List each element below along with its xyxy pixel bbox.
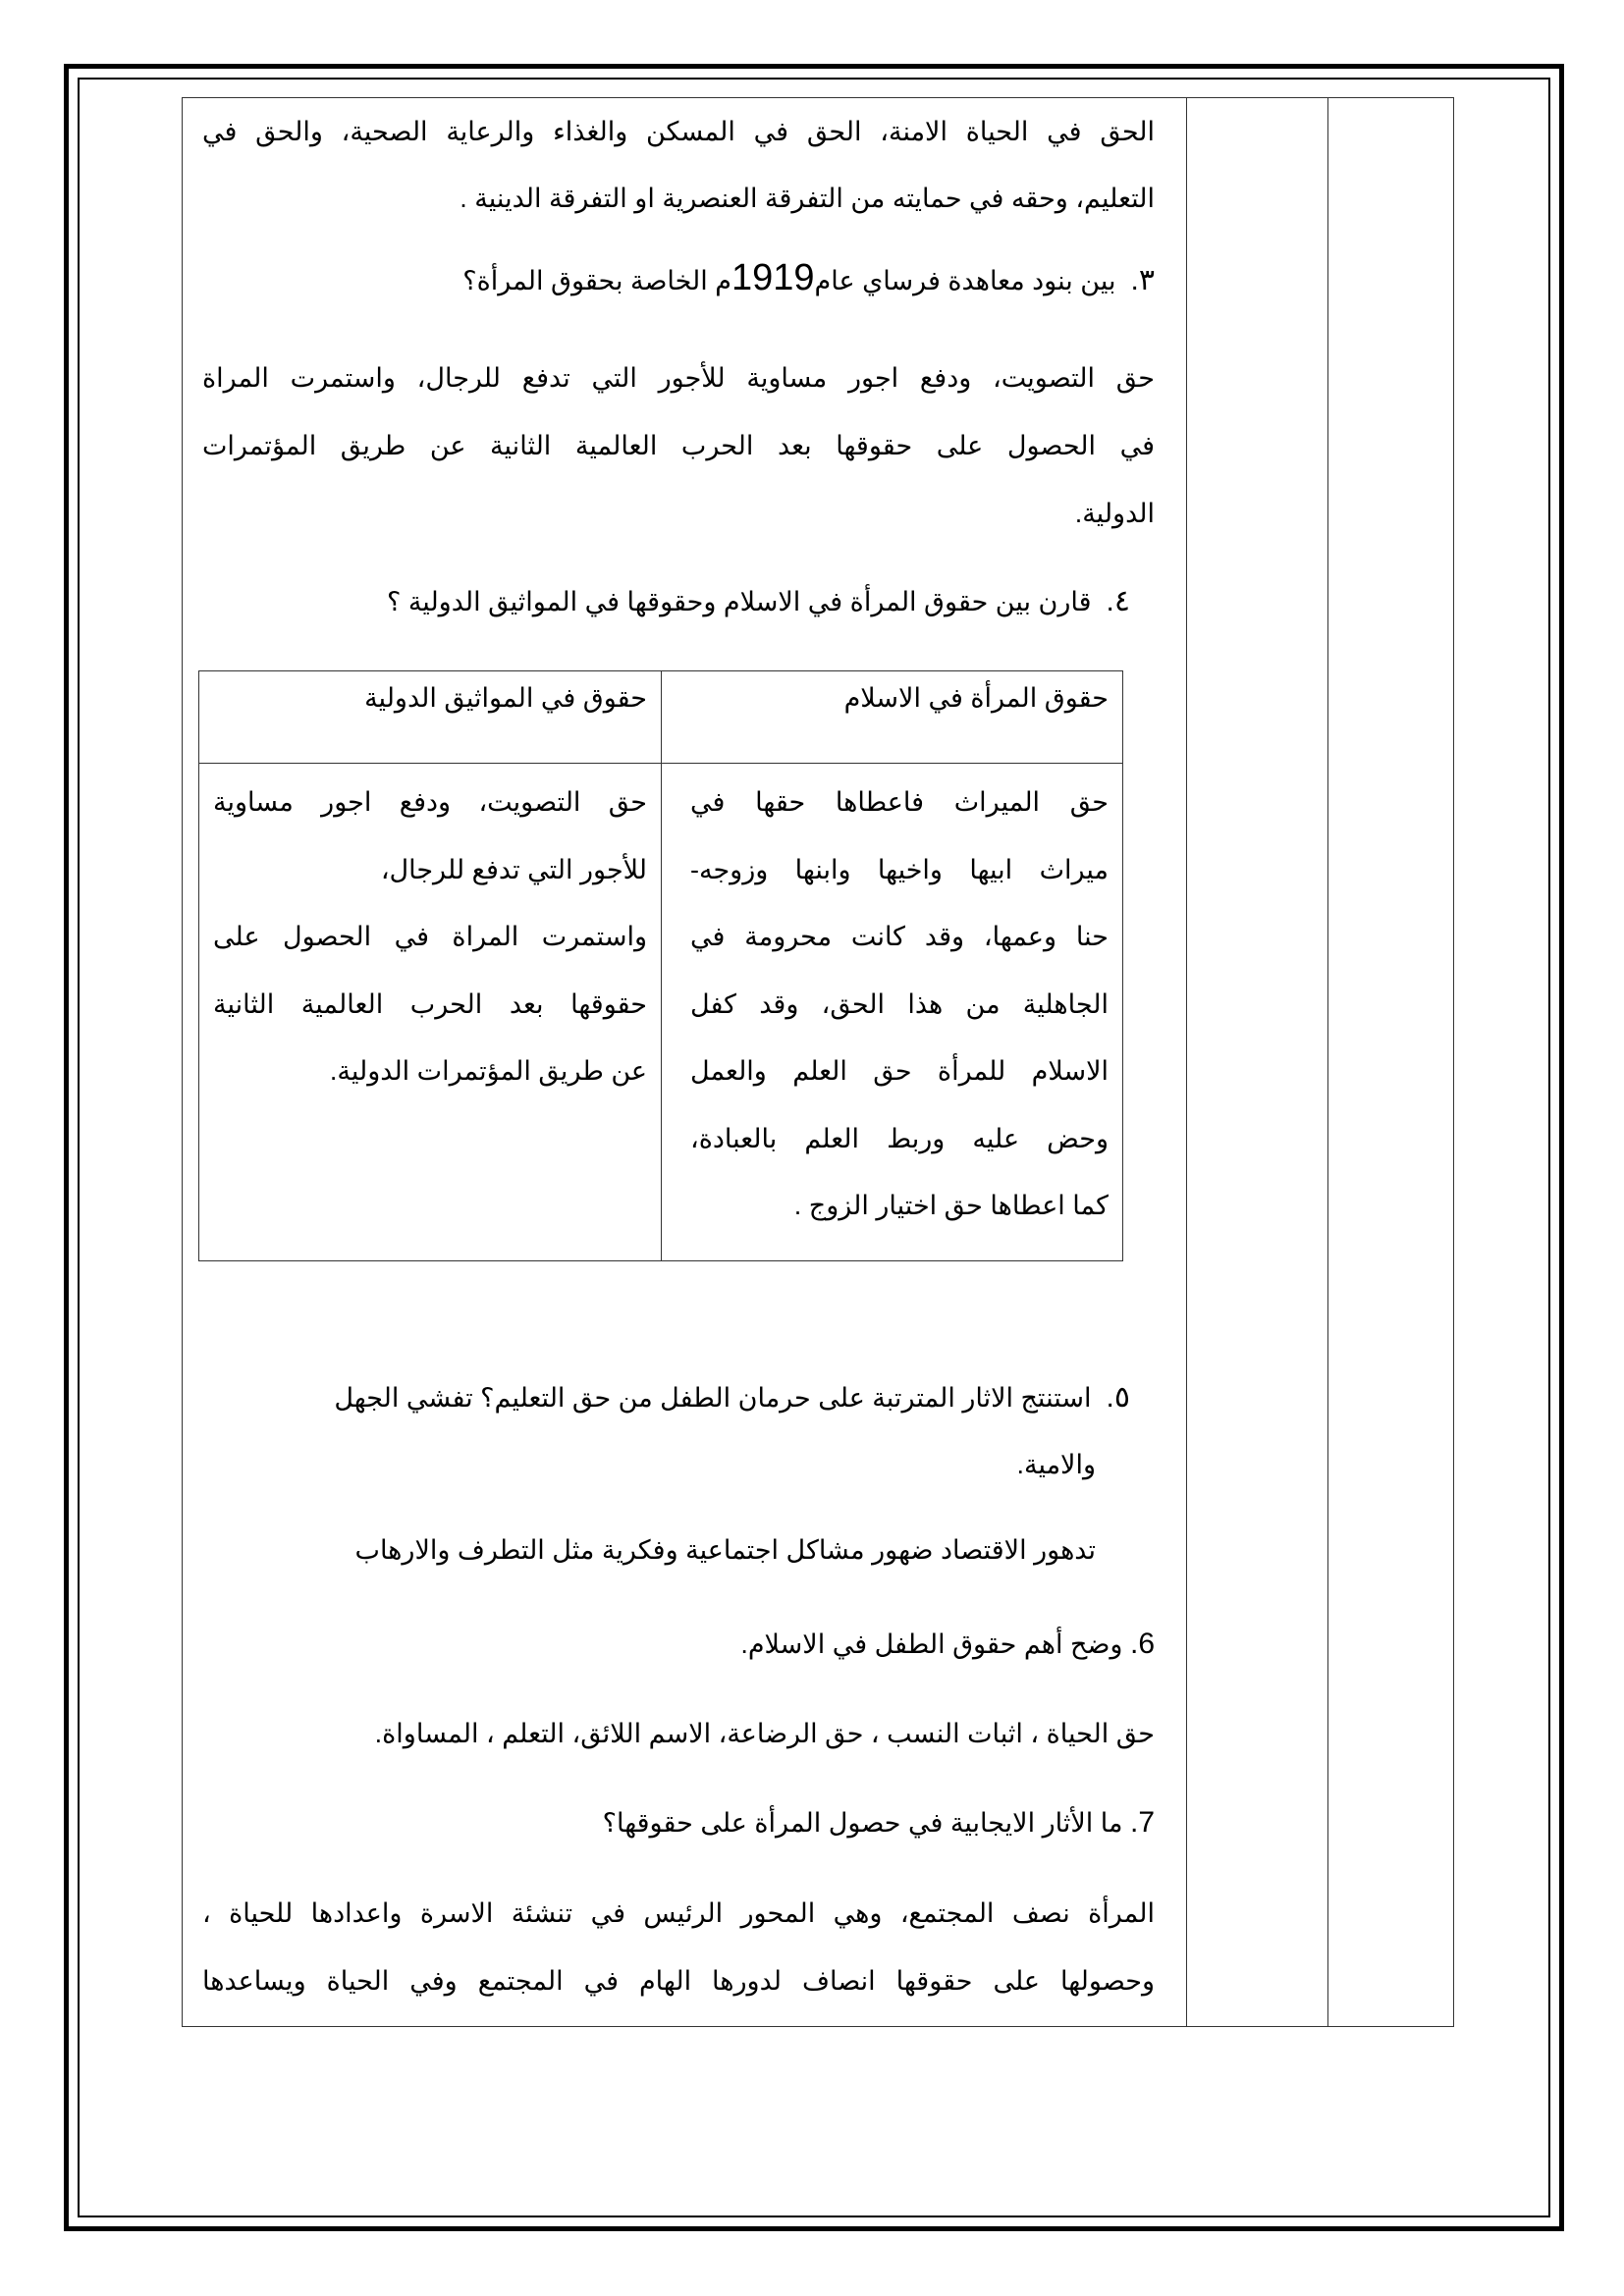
question-text: وضح أهم حقوق الطفل في الاسلام. — [740, 1629, 1123, 1659]
question-number: ٥. — [1106, 1381, 1130, 1414]
question-7 — [202, 1793, 1155, 1852]
question-5 — [207, 1364, 1130, 1431]
answer-line: حق التصويت، ودفع اجور مساوية للأجور التي تدفع للرجال، واستمرت المراة — [202, 363, 1155, 393]
cell-line: للأجور التي تدفع للرجال، — [380, 854, 647, 884]
cell-line: حنا وعمها، وقد كانت محرومة في — [690, 922, 1109, 951]
cell-line: ميراث ابيها واخيها وابنها وزوجه- — [690, 854, 1109, 884]
paragraph-line: التعليم، وحقه في حمايته من التفرقة العنصرية او التفرقة الدينية . — [460, 184, 1155, 213]
question-year: 1919 — [731, 257, 815, 298]
header-international-rights: حقوق في المواثيق الدولية — [364, 683, 647, 713]
question-text: استنتج الاثار المترتبة على حرمان الطفل من حق التعليم؟ تفشي الجهل — [334, 1383, 1092, 1413]
cell-line: حقوقها بعد الحرب العالمية الثانية — [213, 988, 647, 1019]
answer-line: حق الحياة ، اثبات النسب ، حق الرضاعة، الاسم اللائق، التعلم ، المساواة. — [374, 1719, 1155, 1748]
cell-line: الاسلام للمرأة حق العلم والعمل — [690, 1056, 1109, 1086]
question-text: قارن بين حقوق المرأة في الاسلام وحقوقها في المواثيق الدولية ؟ — [386, 587, 1092, 616]
cell-line: عن طريق المؤتمرات الدولية. — [329, 1056, 647, 1086]
cell-line: كما اعطاها حق اختيار الزوج . — [793, 1191, 1109, 1220]
question-4 — [178, 582, 1130, 621]
comparison-table — [198, 670, 1123, 1261]
question-text: م الخاصة بحقوق المرأة؟ — [462, 266, 731, 295]
header-islam-rights: حقوق المرأة في الاسلام — [843, 683, 1109, 713]
question-text: بين بنود معاهدة فرساي عام — [814, 266, 1116, 295]
question-number: 7. — [1129, 1806, 1155, 1839]
answer-line: في الحصول على حقوقها بعد الحرب العالمية الثانية عن طريق المؤتمرات — [202, 431, 1155, 460]
question-number: ٣. — [1130, 264, 1155, 296]
question-3 — [202, 258, 1155, 300]
cell-islam-rights — [661, 763, 1122, 1240]
question-text: ما الأثار الايجابية في حصول المرأة على حقوقها؟ — [602, 1808, 1123, 1838]
cell-international-rights — [199, 763, 661, 1105]
cell-line: وحض عليه وربط العلم بالعبادة، — [690, 1123, 1109, 1153]
question-6 — [202, 1615, 1155, 1674]
question-5-cont: والامية. — [1016, 1450, 1096, 1479]
column-divider — [1327, 98, 1328, 2026]
question-number: 6. — [1129, 1628, 1155, 1660]
question-number: ٤. — [1106, 585, 1130, 617]
answer-line: وحصولها على حقوقها انصاف لدورها الهام في المجتمع وفي الحياة ويساعدها — [202, 1966, 1155, 1996]
cell-line: حق الميراث فاعطاها حقها في — [690, 787, 1109, 817]
answer-line: المرأة نصف المجتمع، وهي المحور الرئيس في تنشئة الاسرة واعدادها للحياة ، — [202, 1898, 1155, 1928]
cell-line: واستمرت المراة في الحصول على — [213, 922, 647, 951]
cell-line: الجاهلية من هذا الحق، وقد كفل — [690, 988, 1109, 1019]
paragraph-line: الحق في الحياة الامنة، الحق في المسكن والغذاء والرعاية الصحية، والحق في — [202, 117, 1155, 146]
cell-line: حق التصويت، ودفع اجور مساوية — [213, 787, 647, 817]
answer-line: تدهور الاقتصاد ضهور مشاكل اجتماعية وفكرية مثل التطرف والارهاب — [354, 1535, 1096, 1565]
column-divider — [1186, 98, 1187, 2026]
answer-line: الدولية. — [1074, 499, 1155, 528]
